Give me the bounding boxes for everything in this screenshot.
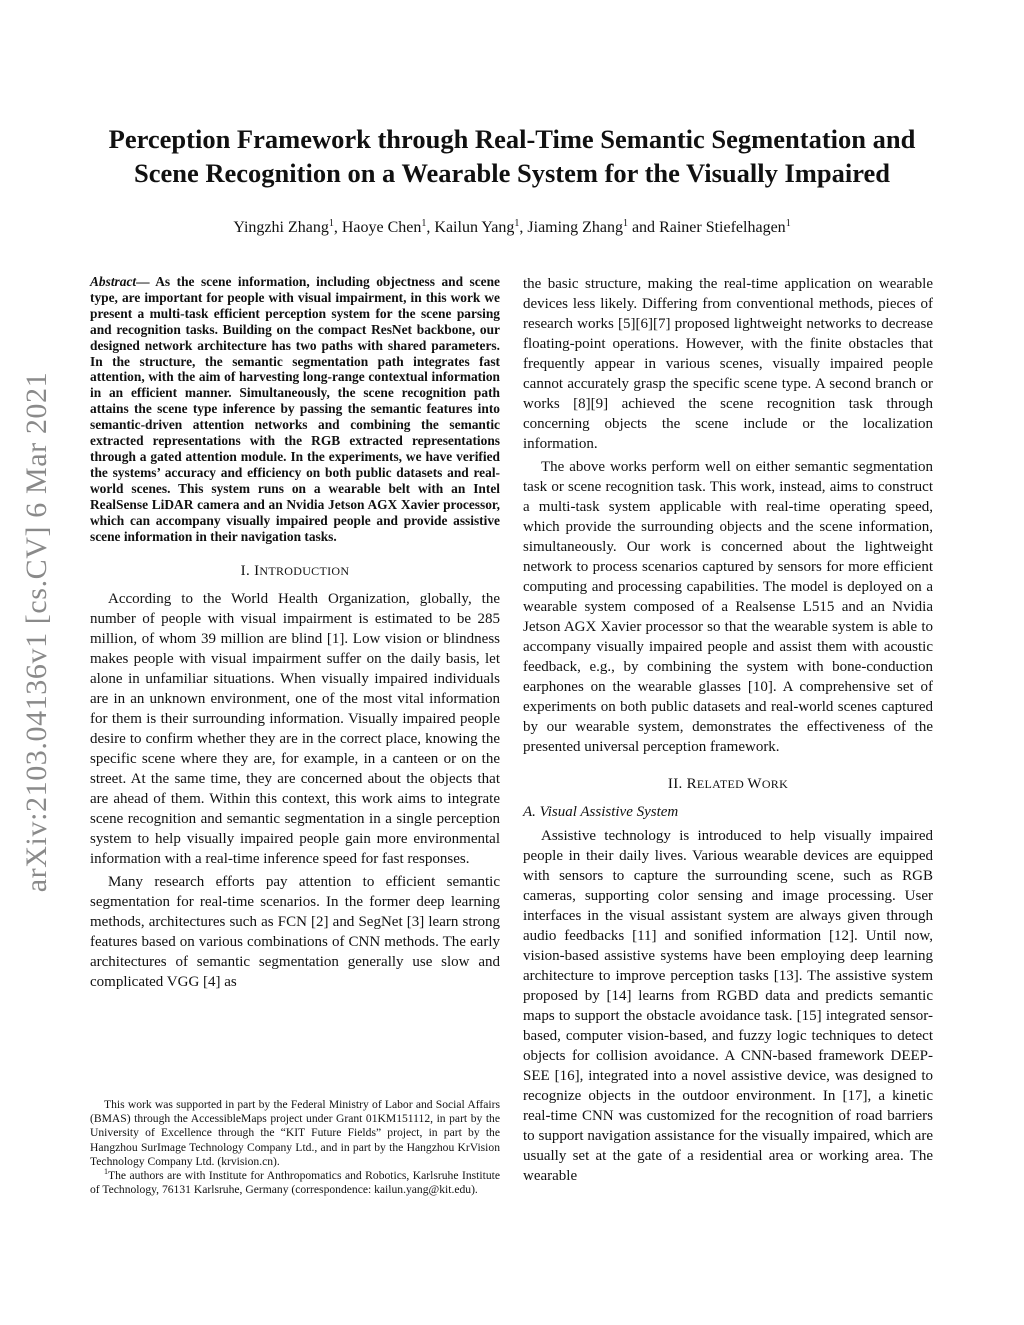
title-line-2: Scene Recognition on a Wearable System for the Visually Impaired — [134, 158, 890, 188]
author-affiliation-mark: 1 — [421, 218, 427, 229]
arxiv-identifier: arXiv:2103.04136v1 [cs.CV] 6 Mar 2021 — [20, 371, 53, 893]
intro-paragraph: Many research efforts pay attention to efficient semantic segmentation for real-time scenarios. In the former deep learning methods, architectures such as FCN [2] and SegNet [3] learn strong features based on various combinations of CNN methods. The early architectures of semantic segmentation generally use slow and complicated VGG [4] as — [90, 874, 500, 991]
author-list — [80, 217, 944, 239]
related-work-paragraph: Assistive technology is introduced to help visually impaired people in their daily lives. Various wearable devices are equipped with sensors to capture the surrounding scene, such as RGB cameras, supporting color sensing and image processing. User interfaces in the visual assistant system are always given through audio feedbacks [11] and sonified information [12]. Until now, vision-based assistive systems have been employing deep learning architecture to improve perception tasks [13]. The assistive system proposed by [14] learns from RGBD data and predicts semantic maps to support the obstacle avoidance task. [15] integrated sensor-based, computer vision-based, and fuzzy logic techniques to detect objects for collision avoidance. A CNN-based framework DEEP-SEE [16], integrated into a novel assistive device, was designed to recognize objects in the outdoor environment. In [17], a kinetic real-time CNN was customized for the recognition of road barriers to support navigation assistance for the visually impaired, which are usually set at the gate of a residential area or working area. The wearable — [523, 828, 933, 1184]
author-name: Haoye Chen — [341, 219, 422, 236]
arxiv-sidebar — [0, 0, 64, 1325]
section-heading-related-work: II. RELATED WORK — [667, 776, 789, 792]
abstract — [90, 274, 500, 544]
author-affiliation-mark: 1 — [514, 218, 520, 229]
intro-paragraph: According to the World Health Organization, globally, the number of people with visual impairment is estimated to be 285 million, of whom 39 million are blind [1]. Low vision or blindness makes people with visual impairment suffer on the daily basis, let alone in unfamiliar situations. When visually impaired individuals are in an unknown environment, one of the most vital information for them is their surrounding information. Visually impaired people desire to confirm whether they are in the correct place, knowing the specific scene where they are, for example, in a canteen or on the street. At the same time, they are concerned about the objects that are ahead of them. Within this context, this work aims to integrate scene recognition and semantic segmentation in a single perception system to help visually impaired people gain more environmental information with a real-time inference speed for fast responses. — [90, 591, 500, 868]
paper-title — [80, 122, 944, 190]
author-name: Yingzhi Zhang — [233, 219, 329, 236]
author-name: Kailun Yang — [434, 219, 515, 236]
right-column — [523, 274, 933, 1186]
intro-continuation: the basic structure, making the real-time application on wearable devices less likely. Differing from conventional methods, pieces of research works [5][6][7] proposed lightweight networks to decrease floating-point operations. However, with the finite obstacles that frequently appear in various scenes, visually impaired people cannot accurately grasp the specific scene type. A second branch or works [8][9] achieved the scene recognition task through concerning objects the scene include or the localization information. — [523, 276, 933, 452]
footnotes — [90, 1098, 500, 1197]
footnote-mark: 1 — [104, 1167, 108, 1177]
left-column — [90, 274, 500, 992]
author-separator: , — [426, 219, 435, 236]
author-name: Rainer Stiefelhagen — [659, 219, 786, 236]
author-affiliation-mark: 1 — [328, 218, 334, 229]
intro-paragraph: The above works perform well on either semantic segmentation task or scene recognition task. This work, instead, aims to construct a multi-task system applicable with real-time operating speed, which provide the surrounding objects and the scene information, simultaneously. Our work is concerned about the lightweight network to process scenarios captured by sensors for more efficient computing and processing capabilities. The model is deployed on a wearable system composed of a Realsense L515 and an Nvidia Jetson AGX Xavier processor so that the wearable system is able to accompany visually impaired people and assist them with acoustic feedback, e.g., by combining the system with bone-conduction earphones on the wearable glasses [10]. A comprehensive set of experiments on both public datasets and real-world scenes captured by our wearable system, demonstrates the effectiveness of the presented universal perception framework. — [523, 459, 933, 755]
subsection-heading-visual-assistive: A. Visual Assistive System — [523, 804, 679, 820]
title-line-1: Perception Framework through Real-Time Semantic Segmentation and — [108, 124, 916, 154]
author-separator: , — [333, 219, 342, 236]
abstract-text: As the scene information, including objectness and scene type, are important for people with visual impairment, in this work we present a multi-task efficient perception system for the scene parsing and recognition tasks. Building on the compact ResNet backbone, our designed network architecture has two paths with shared parameters. In the structure, the semantic segmentation path integrates fast attention, with the aim of harvesting long-range contextual information in an efficient manner. Simultaneously, the scene recognition path attains the scene type inference by passing the semantic features into semantic-driven attention networks and combining the semantic extracted representations with the RGB extracted representations through a gated attention module. In the experiments, we have verified the systems’ accuracy and efficiency on both public datasets and real-world scenes. This system runs on a wearable belt with an Intel RealSense LiDAR camera and an Nvidia Jetson AGX Xavier processor, which can accompany visually impaired people and provide assistive scene information in their navigation tasks. — [90, 274, 500, 544]
funding-footnote: This work was supported in part by the Federal Ministry of Labor and Social Affairs (BMAS) through the AccessibleMaps project under Grant 01KM151112, in part by the University of Excellence through the “KIT Future Fields” project, in part by the Hangzhou SurImage Technology Company Ltd., and in part by the Hangzhou KrVision Technology Company Ltd. (krvision.cn). — [90, 1098, 500, 1168]
author-affiliation-mark: 1 — [785, 218, 791, 229]
author-separator: and — [627, 219, 660, 236]
author-separator: , — [519, 219, 528, 236]
abstract-label: Abstract — [90, 274, 137, 289]
abstract-dash: — — [136, 274, 156, 289]
author-affiliation-mark: 1 — [622, 218, 628, 229]
affiliation-footnote: $^1$The authors are with Institute for Anthropomatics and Robotics, Karlsruhe Institute of Technology, 76131 Karlsruhe, Germany (correspondence: kailun.yang@kit.edu). — [90, 1167, 500, 1197]
section-heading-introduction: I. INTRODUCTION — [240, 563, 350, 580]
author-name: Jiaming Zhang — [527, 219, 623, 236]
